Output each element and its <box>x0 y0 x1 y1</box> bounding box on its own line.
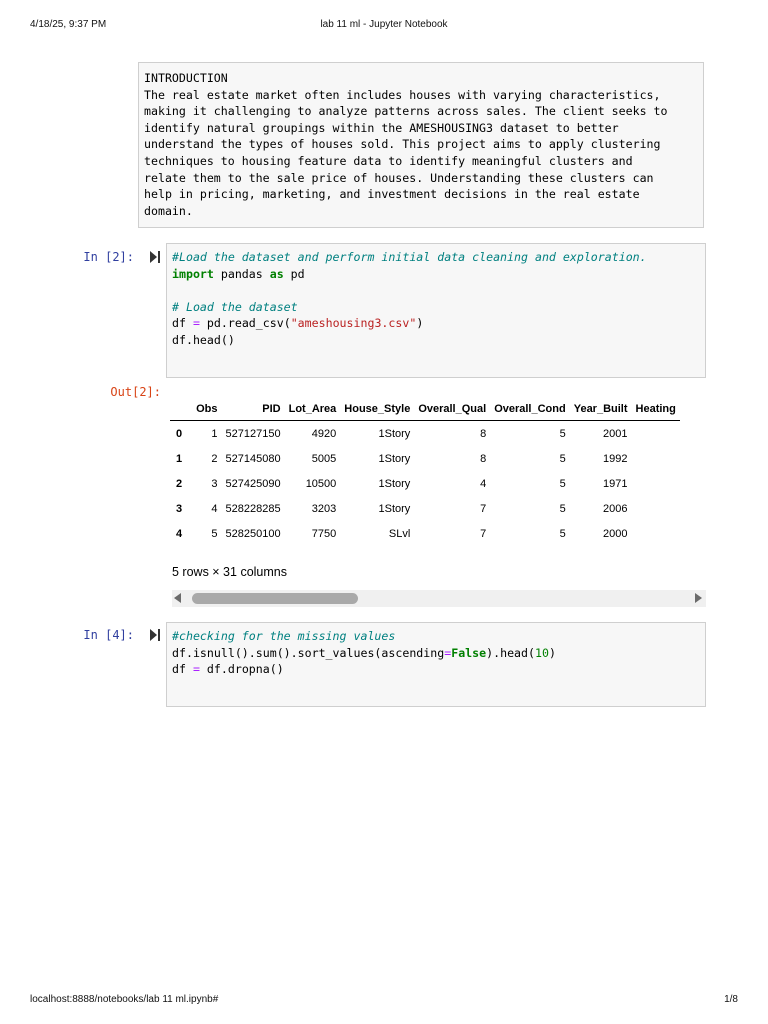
table-cell: 527145080 <box>225 452 281 465</box>
code-text: df <box>172 316 193 331</box>
code-cell-4[interactable] <box>166 622 706 707</box>
code-text: df.isnull().sum().sort_values(ascending <box>172 645 445 660</box>
markdown-heading: INTRODUCTION <box>144 71 228 85</box>
column-header <box>170 398 192 421</box>
code-comment: # Load the dataset <box>172 299 298 314</box>
code-operator: = <box>192 316 200 331</box>
horizontal-scrollbar[interactable] <box>172 590 706 607</box>
code-text: ) <box>548 645 556 660</box>
table-cell: 527425090 <box>225 477 281 490</box>
dataframe-output <box>170 398 710 578</box>
row-index: 1 <box>176 452 183 465</box>
page-number: 1/8 <box>724 994 738 1005</box>
table-cell <box>632 421 680 447</box>
table-cell: 5005 <box>311 452 337 465</box>
code-text: df.head() <box>172 332 235 347</box>
table-row <box>170 421 680 447</box>
table-cell: 10500 <box>305 477 337 490</box>
column-header: Overall_Qual <box>414 398 490 421</box>
table-cell: 1Story <box>378 452 411 465</box>
table-cell: 5 <box>559 527 566 540</box>
code-operator: = <box>444 645 452 660</box>
code-keyword: import <box>172 266 214 281</box>
column-header: Overall_Cond <box>490 398 570 421</box>
table-cell: 5 <box>211 527 218 540</box>
table-cell: 3203 <box>311 502 337 515</box>
run-cell-icon[interactable] <box>150 251 160 263</box>
scroll-left-arrow-icon[interactable] <box>174 593 181 603</box>
code-text: df <box>172 662 193 677</box>
code-comment: #Load the dataset and perform initial data cleaning and exploration. <box>172 250 647 264</box>
table-cell: 4920 <box>311 427 337 440</box>
code-text: ).head( <box>486 645 535 660</box>
in-prompt-4: In [4]: <box>83 628 134 642</box>
in-prompt-2: In [2]: <box>83 250 134 264</box>
markdown-cell-introduction[interactable] <box>138 62 704 228</box>
row-index: 4 <box>176 527 183 540</box>
row-index: 2 <box>176 477 183 490</box>
table-cell: 8 <box>480 452 487 465</box>
print-header <box>30 19 738 33</box>
table-cell: 5 <box>559 452 566 465</box>
table-cell: 7750 <box>311 527 337 540</box>
table-cell: 2006 <box>603 502 628 515</box>
table-cell: 1Story <box>378 502 411 515</box>
code-keyword: as <box>269 266 284 281</box>
table-cell: 2 <box>211 452 218 465</box>
table-row <box>170 446 680 471</box>
row-index: 3 <box>176 502 183 515</box>
print-url: localhost:8888/notebooks/lab 11 ml.ipynb# <box>30 994 219 1005</box>
table-cell: 1Story <box>378 477 411 490</box>
print-title: lab 11 ml - Jupyter Notebook <box>320 19 448 30</box>
table-cell: 5 <box>559 502 566 515</box>
code-number: 10 <box>535 645 549 660</box>
code-string: "ameshousing3.csv" <box>290 316 417 331</box>
column-header: Obs <box>192 398 221 421</box>
table-cell: 3 <box>211 477 218 490</box>
table-header-row <box>170 398 680 421</box>
table-cell: 8 <box>480 427 487 440</box>
code-text: pd.read_csv( <box>199 316 291 331</box>
table-cell: 527127150 <box>225 427 281 440</box>
code-comment: #checking for the missing values <box>172 629 396 643</box>
table-cell: 5 <box>559 427 566 440</box>
table-cell: 528250100 <box>225 527 281 540</box>
column-header: Year_Built <box>570 398 632 421</box>
table-cell: 7 <box>480 502 487 515</box>
table-cell: SLvl <box>388 527 411 540</box>
table-cell: 2000 <box>603 527 628 540</box>
code-text: pandas <box>213 266 270 281</box>
scroll-right-arrow-icon[interactable] <box>695 593 702 603</box>
run-cell-icon[interactable] <box>150 629 160 641</box>
table-cell: 5 <box>559 477 566 490</box>
row-index: 0 <box>176 427 183 440</box>
table-cell <box>632 496 680 521</box>
table-cell <box>632 521 680 546</box>
rows-columns-summary: 5 rows × 31 columns <box>172 565 287 579</box>
code-keyword: False <box>451 645 487 660</box>
table-cell: 1 <box>211 427 218 440</box>
code-text: df.dropna() <box>199 662 284 677</box>
column-header: Heating <box>632 398 680 421</box>
table-cell: 528228285 <box>225 502 281 515</box>
column-header: House_Style <box>340 398 414 421</box>
table-cell <box>632 446 680 471</box>
table-cell: 1Story <box>378 427 411 440</box>
column-header: Lot_Area <box>285 398 341 421</box>
print-date: 4/18/25, 9:37 PM <box>30 19 107 30</box>
markdown-text: The real estate market often includes houses with varying characteristics, making it challenging to analyze patterns across sales. The client seeks to identify natural groupings within the AMESHOUSING3 dataset to better understand the types of houses sold. This project aims to apply clustering techniques to housing feature data to identify meaningful clusters and relate them to the sale price of houses. Understanding these clusters can help in pricing, marketing, and investment decisions in the real estate domain. <box>144 87 668 218</box>
table-cell: 4 <box>480 477 487 490</box>
column-header: PID <box>222 398 285 421</box>
table-row <box>170 496 680 521</box>
dataframe-table <box>170 398 680 546</box>
table-cell: 4 <box>211 502 218 515</box>
code-text: pd <box>283 266 305 281</box>
out-prompt-2: Out[2]: <box>110 385 161 399</box>
table-cell: 7 <box>480 527 487 540</box>
table-cell: 1971 <box>603 477 628 490</box>
table-cell <box>632 471 680 496</box>
code-cell-2[interactable] <box>166 243 706 378</box>
table-cell: 1992 <box>603 452 628 465</box>
print-footer <box>30 994 738 1008</box>
table-cell: 2001 <box>603 427 628 440</box>
table-row <box>170 521 680 546</box>
code-operator: = <box>192 662 200 677</box>
code-text: ) <box>416 316 424 331</box>
table-row <box>170 471 680 496</box>
scrollbar-thumb[interactable] <box>192 593 358 604</box>
